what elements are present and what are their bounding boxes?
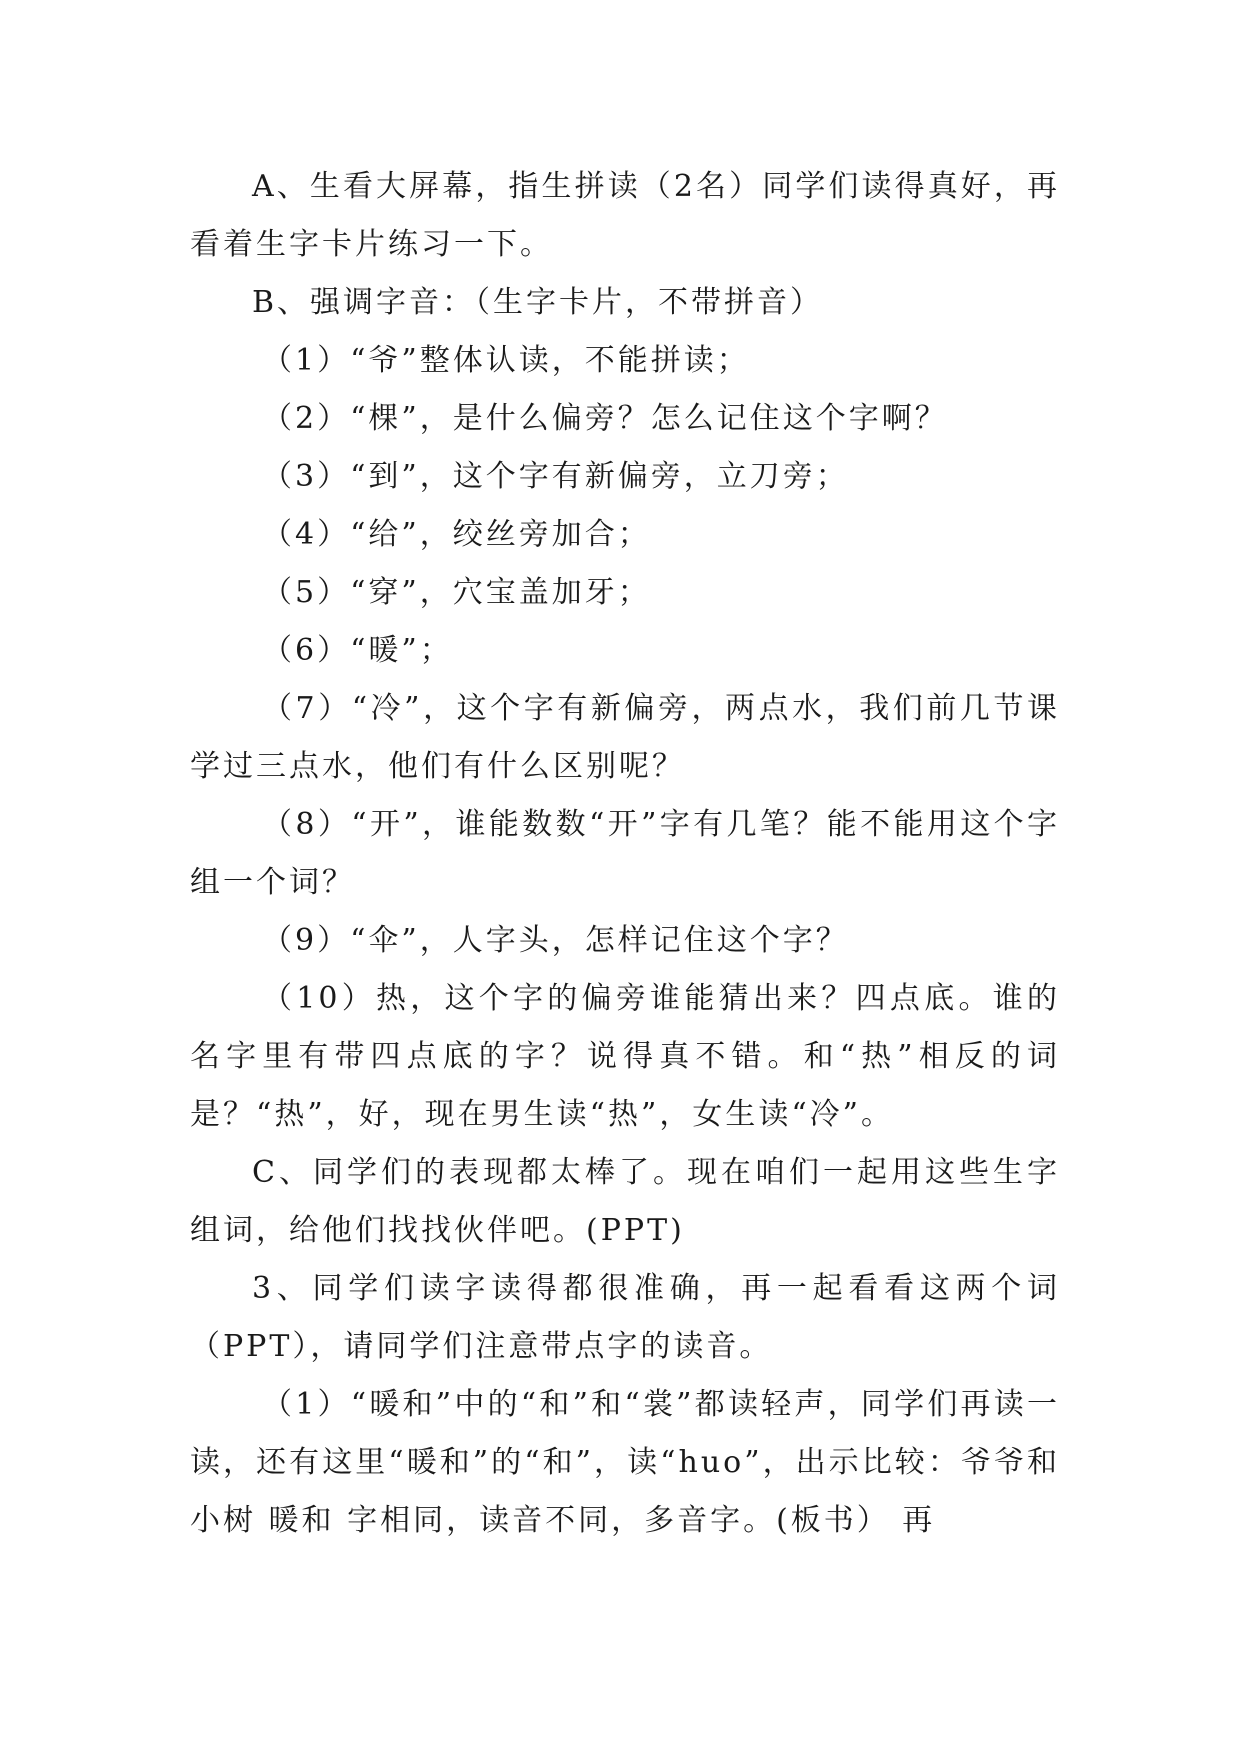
list-item: （4）“给”，绞丝旁加合； xyxy=(262,517,651,552)
list-item: （1）“暖和”中的“和”和“裳”都读轻声，同学们再读一读，还有这里“暖和”的“和”，读“huo”，出示比较：爷爷和小树 暖和 字相同，读音不同，多音字。(板书） 再 xyxy=(190,1387,1060,1538)
paragraph-3: 3、同学们读字读得都很准确，再一起看看这两个词（PPT），请同学们注意带点字的读音。 xyxy=(190,1271,1060,1364)
list-item: （5）“穿”，穴宝盖加牙； xyxy=(262,575,651,610)
list-item: （7）“冷”，这个字有新偏旁，两点水，我们前几节课学过三点水，他们有什么区别呢？ xyxy=(190,691,1060,784)
paragraph-a: A、生看大屏幕，指生拼读（2名）同学们读得真好，再看着生字卡片练习一下。 xyxy=(190,169,1060,262)
list-item: （10）热，这个字的偏旁谁能猜出来？四点底。谁的名字里有带四点底的字？说得真不错。和“热”相反的词是？“热”，好，现在男生读“热”，女生读“冷”。 xyxy=(190,981,1060,1132)
document-body xyxy=(190,158,1060,1550)
list-item: （1）“爷”整体认读，不能拼读； xyxy=(262,343,750,378)
paragraph-b: B、强调字音：（生字卡片，不带拼音） xyxy=(252,285,824,320)
list-item: （3）“到”，这个字有新偏旁，立刀旁； xyxy=(262,459,849,494)
list-item: （9）“伞”，人字头，怎样记住这个字？ xyxy=(262,923,849,958)
list-item: （2）“棵”，是什么偏旁？怎么记住这个字啊？ xyxy=(262,401,948,436)
list-item: （6）“暖”； xyxy=(262,633,453,668)
list-item: （8）“开”，谁能数数“开”字有几笔？能不能用这个字组一个词？ xyxy=(190,807,1060,900)
paragraph-c: C、同学们的表现都太棒了。现在咱们一起用这些生字组词，给他们找找伙伴吧。(PPT) xyxy=(190,1155,1060,1248)
